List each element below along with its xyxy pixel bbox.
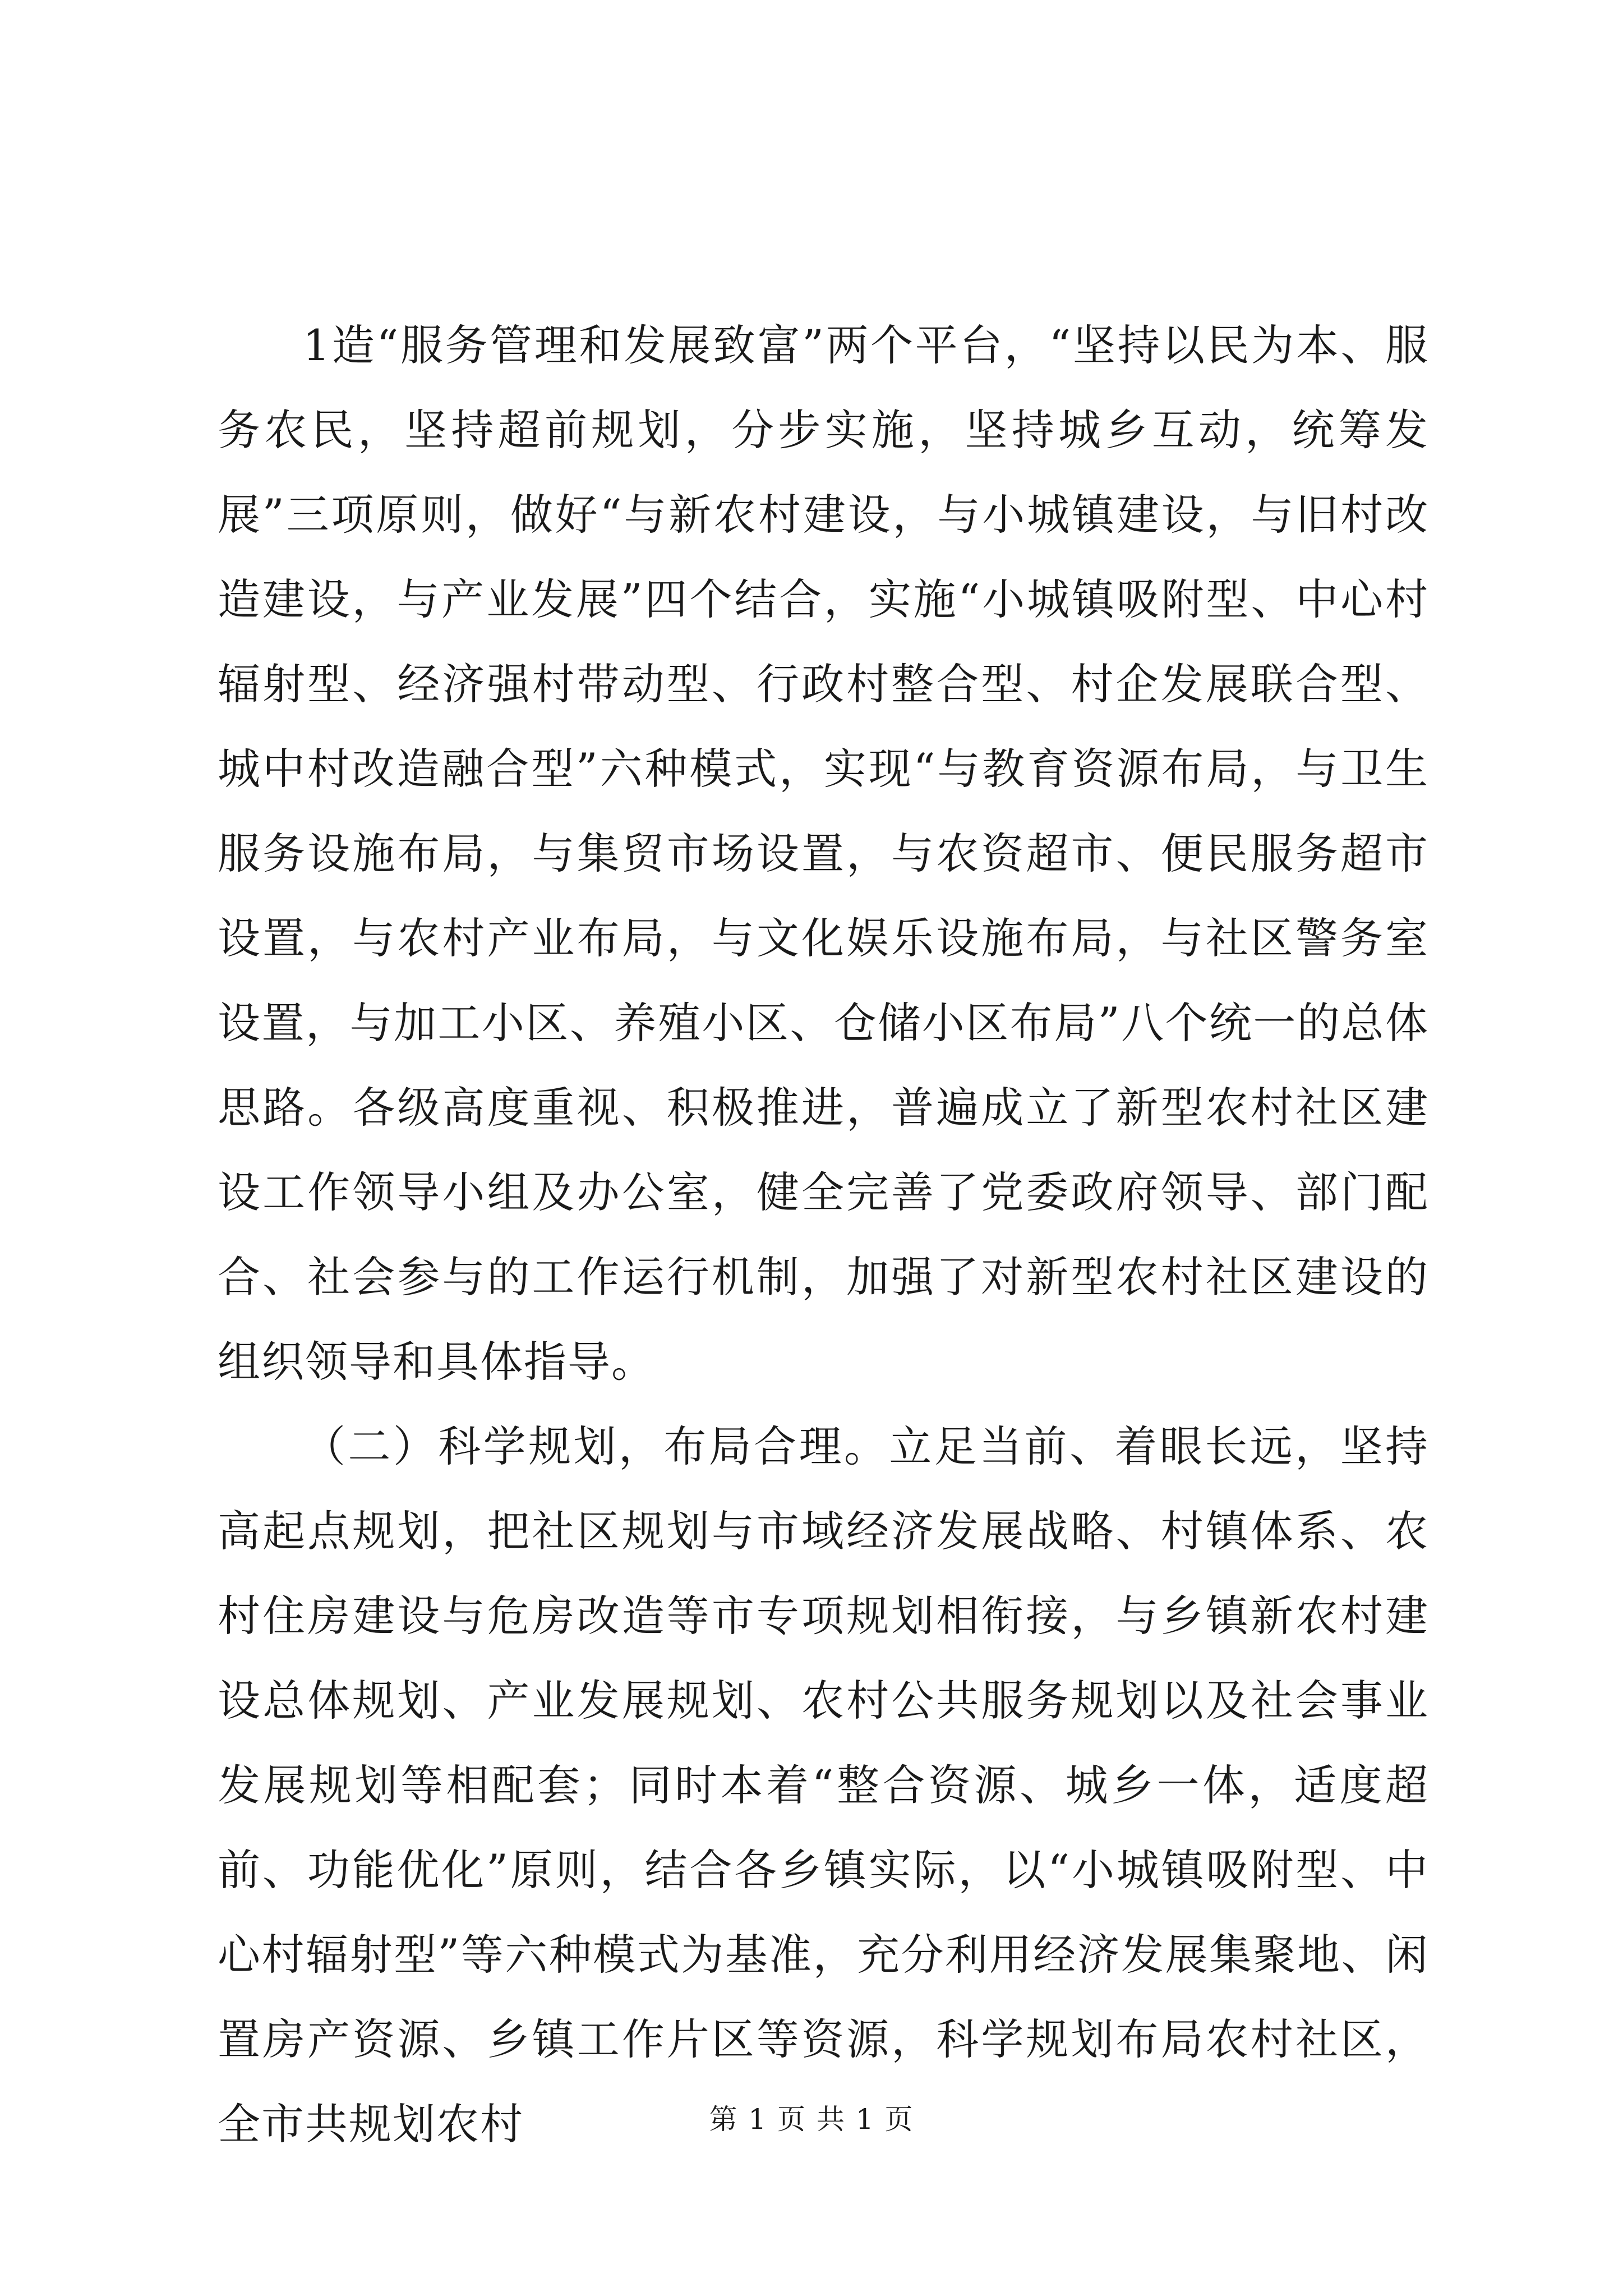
page-footer: 第 1 页 共 1 页 (709, 2103, 914, 2136)
document-body (218, 303, 1429, 2166)
paragraph-2: （二）科学规划，布局合理。立足当前、着眼长远，坚持高起点规划，把社区规划与市域经济发展战略、村镇体系、农村住房建设与危房改造等市专项规划相衔接，与乡镇新农村建设总体规划、产业发展规划、农村公共服务规划以及社会事业发展规划等相配套；同时本着“整合资源、城乡一体，适度超前、功能优化”原则，结合各乡镇实际，以“小城镇吸附型、中心村辐射型”等六种模式为基准，充分利用经济发展集聚地、闲置房产资源、乡镇工作片区等资源，科学规划布局农村社区，全市共规划农村 (218, 1421, 1429, 2149)
paragraph-1: 1造“服务管理和发展致富”两个平台，“坚持以民为本、服务农民，坚持超前规划，分步实施，坚持城乡互动，统筹发展”三项原则，做好“与新农村建设，与小城镇建设，与旧村改造建设，与产业发展”四个结合，实施“小城镇吸附型、中心村辐射型、经济强村带动型、行政村整合型、村企发展联合型、城中村改造融合型”六种模式，实现“与教育资源布局，与卫生服务设施布局，与集贸市场设置，与农资超市、便民服务超市设置，与农村产业布局，与文化娱乐设施布局，与社区警务室设置，与加工小区、养殖小区、仓储小区布局”八个统一的总体思路。各级高度重视、积极推进，普遍成立了新型农村社区建设工作领导小组及办公室，健全完善了党委政府领导、部门配合、社会参与的工作运行机制，加强了对新型农村社区建设的组织领导和具体指导。 (218, 320, 1429, 1387)
